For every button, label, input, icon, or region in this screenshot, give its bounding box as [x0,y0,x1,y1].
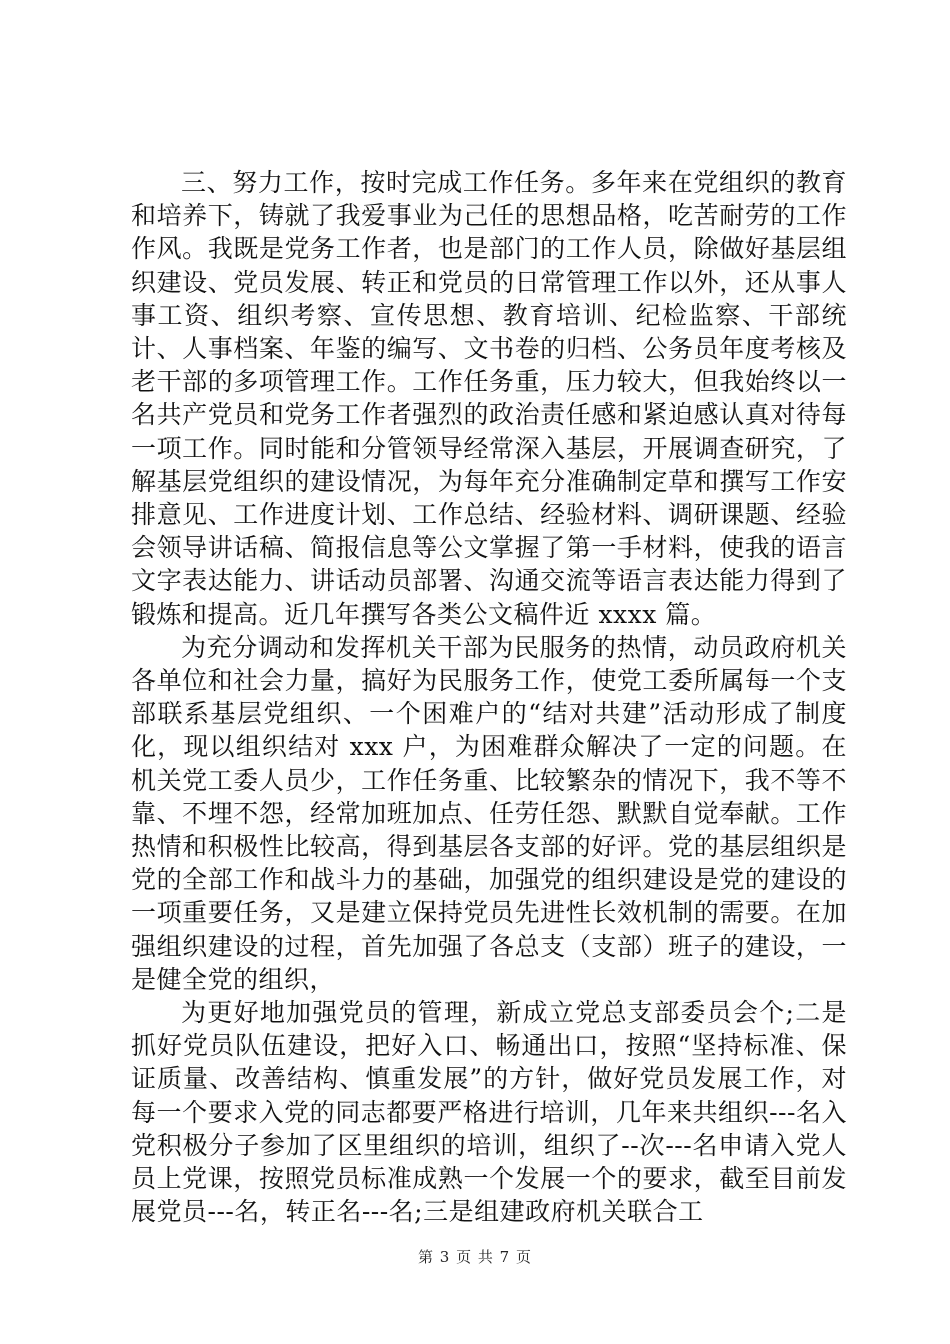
document-body [131,166,847,1229]
page-number-footer: 第 3 页 共 7 页 [418,1248,532,1266]
paragraph-member-management: 为更好地加强党员的管理，新成立党总支部委员会个;二是抓好党员队伍建设，把好入口、畅通出口，按照“坚持标准、保证质量、改善结构、慎重发展”的方针，做好党员发展工作，对每一个要求入党的同志都要严格进行培训，几年来共组织---名入党积极分子参加了区里组织的培训，组织了--次---名申请入党人员上党课，按照党员标准成熟一个发展一个的要求，截至目前发展党员---名，转正名---名;三是组建政府机关联合工 [131,998,847,1227]
paragraph-service-work: 为充分调动和发挥机关干部为民服务的热情，动员政府机关各单位和社会力量，搞好为民服务工作，使党工委所属每一个支部联系基层党组织、一个困难户的“结对共建”活动形成了制度化，现以组织结对 xxx 户，为困难群众解决了一定的问题。在机关党工委人员少，工作任务重、比较繁杂的情况下，我不等不靠、不埋不怨，经常加班加点、任劳任怨、默默自觉奉献。工作热情和积极性比较高，得到基层各支部的好评。党的基层组织是党的全部工作和战斗力的基础，加强党的组织建设是党的建设的一项重要任务，又是建立保持党员先进性长效机制的需要。在加强组织建设的过程，首先加强了各总支（支部）班子的建设，一是健全党的组织， [131,632,847,994]
paragraph-work-tasks: 三、努力工作，按时完成工作任务。多年来在党组织的教育和培养下，铸就了我爱事业为己任的思想品格，吃苦耐劳的工作作风。我既是党务工作者，也是部门的工作人员，除做好基层组织建设、党员发展、转正和党员的日常管理工作以外，还从事人事工资、组织考察、宣传思想、教育培训、纪检监察、干部统计、人事档案、年鉴的编写、文书卷的归档、公务员年度考核及老干部的多项管理工作。工作任务重，压力较大，但我始终以一名共产党员和党务工作者强烈的政治责任感和紧迫感认真对待每一项工作。同时能和分管领导经常深入基层，开展调查研究，了解基层党组织的建设情况，为每年充分准确制定草和撰写工作安排意见、工作进度计划、工作总结、经验材料、调研课题、经验会领导讲话稿、简报信息等公文掌握了第一手材料，使我的语言文字表达能力、讲话动员部署、沟通交流等语言表达能力得到了锻炼和提高。近几年撰写各类公文稿件近 xxxx 篇。 [131,168,847,629]
